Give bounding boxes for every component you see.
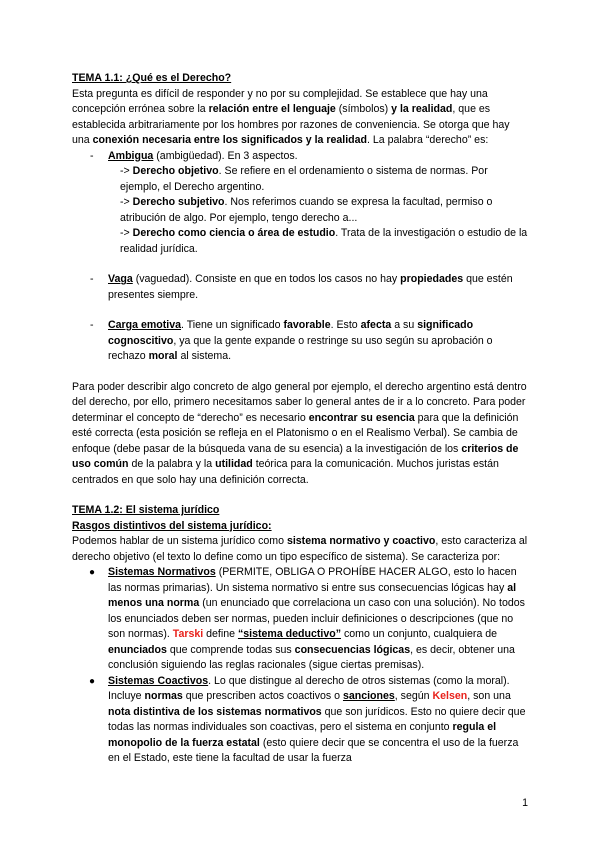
tema-1-1-title: TEMA 1.1: ¿Qué es el Derecho? bbox=[72, 72, 232, 84]
aspect-derecho-subjetivo: -> Derecho subjetivo. Nos referimos cuando se expresa la facultad, permiso o atribución de algo. Por ejemplo, tengo derecho a... bbox=[120, 196, 493, 224]
list-item-sistemas-normativos: ● Sistemas Normativos (PERMITE, OBLIGA O PROHÍBE HACER ALGO, esto lo hacen las normas primarias). Un sistema normativo si entre sus consecuencias lógicas hay al menos una norma (un enunciado que correlaciona un caso con una solución). No todos los enunciados deben ser normas, pueden incluir definiciones o descripciones (que no son normas). Tarski define “sistema deductivo” como un conjunto, cualquiera de enunciados que comprende todas sus consecuencias lógicas, es decir, obtener una conclusión siguiendo las reglas racionales (sigue ciertas premisas). bbox=[89, 566, 525, 671]
list-item-carga-emotiva: - Carga emotiva. Tiene un significado favorable. Esto afecta a su significado cognoscitivo, ya que la gente expande o restringe su uso según su aprobación o rechazo moral al sistema. bbox=[90, 319, 493, 362]
list-item-ambigua: - Ambigua (ambigüedad). En 3 aspectos. bbox=[72, 149, 528, 165]
bullet-icon: ● bbox=[89, 675, 96, 687]
bullet-icon: ● bbox=[89, 567, 96, 578]
list-item-vaga: - Vaga (vaguedad). Consiste en que en todos los casos no hay propiedades que estén presentes siempre. bbox=[90, 273, 513, 301]
sistema-paragraph: Podemos hablar de un sistema jurídico como sistema normativo y coactivo, esto caracteriza al derecho objetivo (el texto lo define como un tipo específico de sistema). Se caracteriza por: bbox=[72, 535, 528, 563]
list-item-sistemas-coactivos: ● Sistemas Coactivos. Lo que distingue al derecho de otros sistemas (como la moral). Incluye normas que prescriben actos coactivos o sanciones, según Kelsen, son una nota distintiva de los sistemas normativos que son jurídicos. Esto no quiere decir que todas las normas individuales son coactivas, pero el sistema en conjunto regula el monopolio de la fuerza estatal (esto quiere decir que se concentra el uso de la fuerza en el Estado, este tiene la facultad de usar la fuerza bbox=[89, 674, 526, 764]
rasgos-subtitle: Rasgos distintivos del sistema jurídico: bbox=[72, 519, 272, 532]
esencia-paragraph: Para poder describir algo concreto de algo general por ejemplo, el derecho argentino está dentro del derecho, por ello, primero necesitamos saber lo general antes de ir a lo concreto. Para poder determinar el concepto de “derecho” es necesario encontrar su esencia para que la definición esté correcta (esta posición se refleja en el Platonismo o en el Realismo Verbal). Se cambia de enfoque (debe pasar de la búsqueda vana de su esencia) a la investigación de los criterios de uso común de la palabra y la utilidad teórica para la comunicación. Muchos juristas están centrados en que solo hay una definición correcta. bbox=[72, 380, 527, 486]
dash-icon: - bbox=[90, 273, 94, 285]
aspect-derecho-ciencia: -> Derecho como ciencia o área de estudio. Trata de la investigación o estudio de la realidad jurídica. bbox=[120, 227, 528, 255]
page-number: 1 bbox=[522, 797, 528, 809]
document-body bbox=[72, 71, 528, 767]
dash-icon: - bbox=[90, 319, 94, 331]
tema-1-2-title: TEMA 1.2: El sistema jurídico bbox=[72, 504, 220, 516]
bullet-list bbox=[72, 565, 528, 767]
dash-icon: - bbox=[90, 149, 94, 162]
aspect-derecho-objetivo: -> Derecho objetivo. Se refiere en el ordenamiento o sistema de normas. Por ejemplo, el Derecho argentino. bbox=[120, 165, 488, 193]
intro-paragraph: Esta pregunta es difícil de responder y no por su complejidad. Se establece que hay una concepción errónea sobre la relación entre el lenguaje (símbolos) y la realidad, que es establecida arbitrariamente por los hombres por razones de conveniencia. Se otorga que hay una conexión necesaria entre los significados y la realidad. La palabra “derecho” es: bbox=[72, 87, 510, 146]
